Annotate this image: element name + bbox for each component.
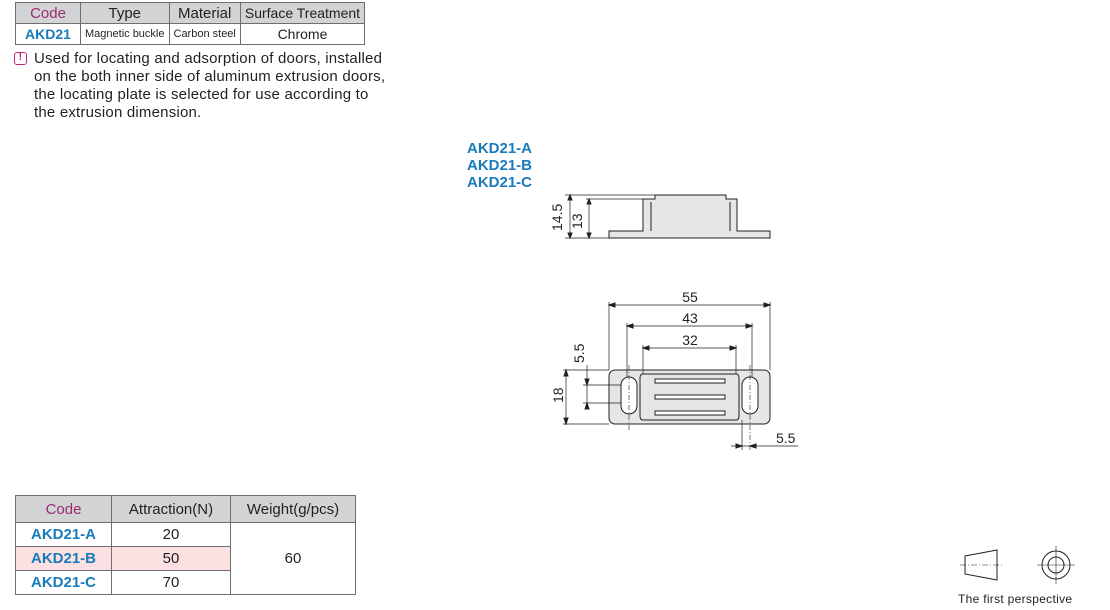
spec-table-header bbox=[16, 3, 365, 24]
attr-header-attraction: Attraction(N) bbox=[112, 496, 231, 523]
warning-icon: ! bbox=[14, 52, 27, 65]
top-view bbox=[563, 302, 798, 450]
dim-label: 55 bbox=[682, 289, 698, 305]
spec-header-type: Type bbox=[81, 3, 170, 24]
spec-cell-surface: Chrome bbox=[240, 24, 364, 45]
first-perspective-icon bbox=[955, 543, 1080, 588]
side-view bbox=[565, 195, 770, 238]
dim-label: 32 bbox=[682, 332, 698, 348]
spec-header-material: Material bbox=[169, 3, 240, 24]
attr-cell-attraction: 50 bbox=[112, 547, 231, 571]
attr-cell-attraction: 20 bbox=[112, 523, 231, 547]
attr-cell-attraction: 70 bbox=[112, 571, 231, 595]
spec-table-row bbox=[16, 24, 365, 45]
model-list bbox=[467, 140, 532, 191]
spec-table bbox=[15, 2, 365, 45]
spec-cell-type: Magnetic buckle bbox=[81, 24, 170, 45]
spec-cell-code: AKD21 bbox=[16, 24, 81, 45]
attr-cell-code: AKD21-A bbox=[16, 523, 112, 547]
attr-cell-code: AKD21-C bbox=[16, 571, 112, 595]
spec-cell-material: Carbon steel bbox=[169, 24, 240, 45]
model-label: AKD21-B bbox=[467, 157, 533, 174]
attr-cell-code: AKD21-B bbox=[16, 547, 112, 571]
usage-note-text: Used for locating and adsorption of doors, installed on the both inner side of aluminum extrusion doors, the locating plate is selected for use according to the extrusion dimension. bbox=[34, 50, 386, 121]
attr-header-code: Code bbox=[16, 496, 112, 523]
attr-cell-weight: 60 bbox=[231, 523, 356, 595]
technical-drawing bbox=[540, 180, 820, 460]
dim-label: 14.5 bbox=[549, 203, 565, 231]
dim-label: 5.5 bbox=[776, 430, 796, 446]
attraction-table-header bbox=[16, 496, 356, 523]
model-label: AKD21-C bbox=[467, 174, 533, 191]
attraction-table bbox=[15, 495, 356, 595]
spec-header-surface: Surface Treatment bbox=[240, 3, 364, 24]
dim-label: 5.5 bbox=[571, 343, 587, 363]
dim-label: 13 bbox=[569, 213, 585, 229]
dim-label: 43 bbox=[682, 310, 698, 326]
model-label: AKD21-A bbox=[467, 140, 533, 157]
usage-note bbox=[14, 50, 394, 122]
attr-header-weight: Weight(g/pcs) bbox=[231, 496, 356, 523]
table-row bbox=[16, 523, 356, 547]
spec-header-code: Code bbox=[16, 3, 81, 24]
dim-label: 18 bbox=[550, 387, 566, 403]
perspective-label: The first perspective bbox=[958, 592, 1073, 606]
